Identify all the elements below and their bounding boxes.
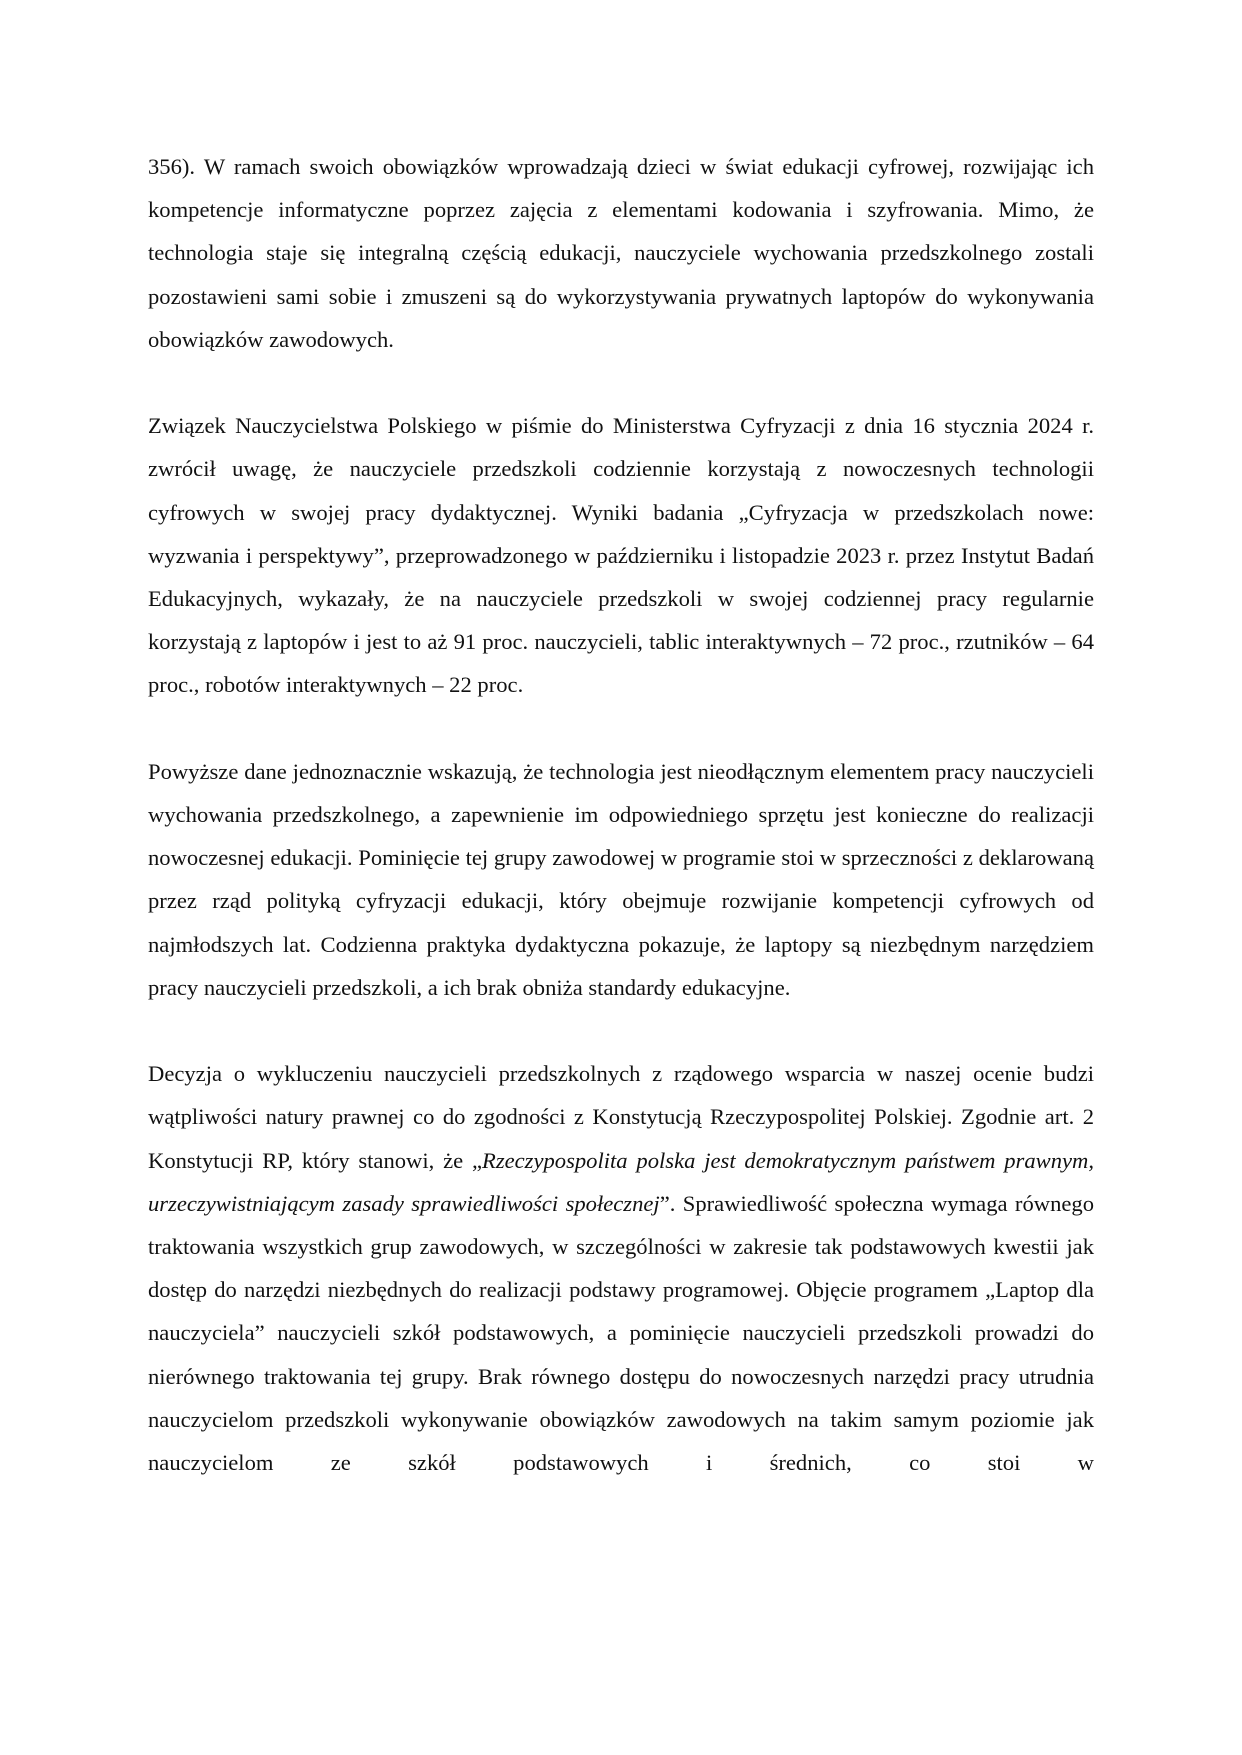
paragraph-4 — [148, 1052, 1094, 1484]
paragraph-4-continuation: ”. Sprawiedliwość społeczna wymaga równego traktowania wszystkich grup zawodowych, w szczególności w zakresie tak podstawowych kwestii jak dostęp do narzędzi niezbędnych do realizacji podstawy programowej. Objęcie programem „Laptop dla nauczyciela” nauczycieli szkół podstawowych, a pominięcie nauczycieli przedszkoli prowadzi do nierównego traktowania tej grupy. Brak równego dostępu do nowoczesnych narzędzi pracy utrudnia nauczycielom przedszkoli wykonywanie obowiązków zawodowych na takim samym poziomie jak nauczycielom ze szkół podstawowych i średnich, co stoi w — [148, 1190, 1094, 1476]
paragraph-4-intro: Decyzja o wykluczeniu nauczycieli przedszkolnych z rządowego wsparcia w naszej ocenie budzi wątpliwości natury prawnej co do zgodności z Konstytucją Rzeczypospolitej Polskiej. Zgodnie art. 2 Konstytucji RP, który stanowi, że „ — [148, 1061, 1094, 1173]
paragraph-3: Powyższe dane jednoznacznie wskazują, że technologia jest nieodłącznym elementem pracy nauczycieli wychowania przedszkolnego, a zapewnienie im odpowiedniego sprzętu jest konieczne do realizacji nowoczesnej edukacji. Pominięcie tej grupy zawodowej w programie stoi w sprzeczności z deklarowaną przez rząd polityką cyfryzacji edukacji, który obejmuje rozwijanie kompetencji cyfrowych od najmłodszych lat. Codzienna praktyka dydaktyczna pokazuje, że laptopy są niezbędnym narzędziem pracy nauczycieli przedszkoli, a ich brak obniża standardy edukacyjne. — [148, 758, 1094, 1000]
paragraph-2: Związek Nauczycielstwa Polskiego w piśmie do Ministerstwa Cyfryzacji z dnia 16 stycznia 2024 r. zwrócił uwagę, że nauczyciele przedszkoli codziennie korzystają z nowoczesnych technologii cyfrowych w swojej pracy dydaktycznej. Wyniki badania „Cyfryzacja w przedszkolach nowe: wyzwania i perspektywy”, przeprowadzonego w październiku i listopadzie 2023 r. przez Instytut Badań Edukacyjnych, wykazały, że na nauczyciele przedszkoli w swojej codziennej pracy regularnie korzystają z laptopów i jest to aż 91 proc. nauczycieli, tablic interaktywnych – 72 proc., rzutników – 64 proc., robotów interaktywnych – 22 proc. — [148, 413, 1094, 698]
paragraph-1: 356). W ramach swoich obowiązków wprowadzają dzieci w świat edukacji cyfrowej, rozwijając ich kompetencje informatyczne poprzez zajęcia z elementami kodowania i szyfrowania. Mimo, że technologia staje się integralną częścią edukacji, nauczyciele wychowania przedszkolnego zostali pozostawieni sami sobie i zmuszeni są do wykorzystywania prywatnych laptopów do wykonywania obowiązków zawodowych. — [148, 154, 1094, 352]
document-page — [148, 145, 1094, 1527]
constitution-quote: Rzeczypospolita polska jest demokratycznym państwem prawnym, urzeczywistniającym zasady sprawiedliwości społecznej — [148, 1147, 1094, 1216]
